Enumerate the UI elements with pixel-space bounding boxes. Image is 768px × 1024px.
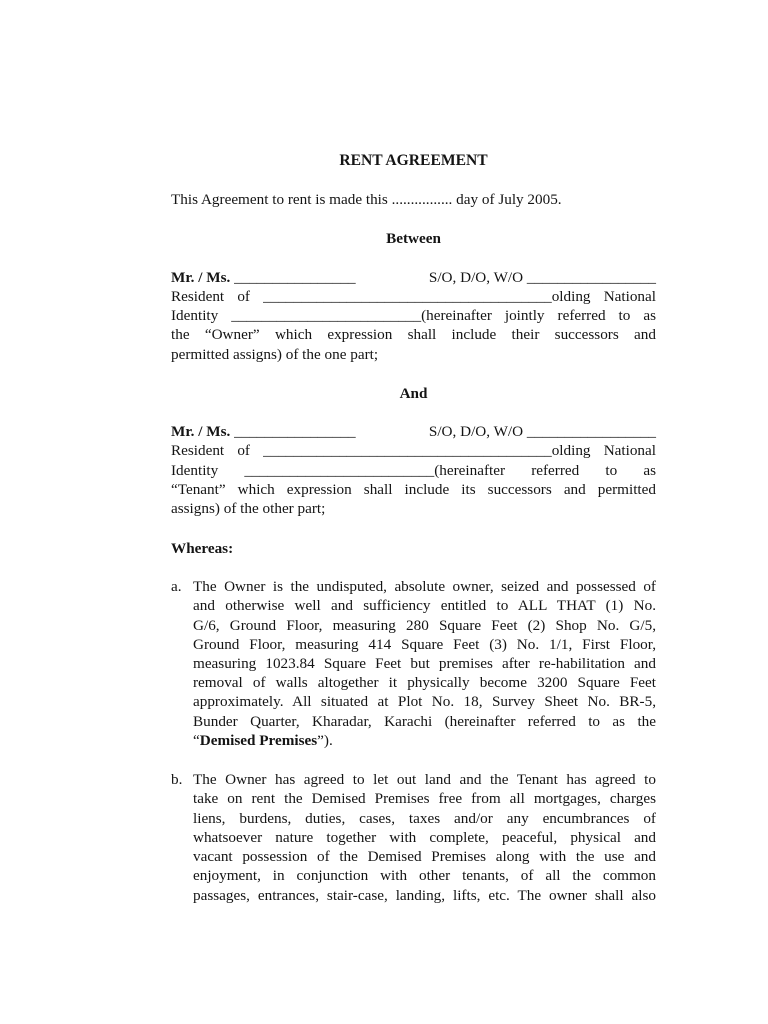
owner-text-line: the “Owner” which expression shall include their successors and	[171, 326, 656, 343]
clause-a-last-line: “Demised Premises”).	[193, 732, 333, 749]
between-heading: Between	[386, 230, 441, 247]
clause-b-line: The Owner has agreed to let out land and the Tenant has agreed to	[193, 771, 656, 788]
clause-b-marker: b.	[171, 771, 183, 788]
document-title: RENT AGREEMENT	[339, 152, 488, 169]
clause-b-line: whatsoever nature together with complete, peaceful, physical and	[193, 829, 656, 846]
owner-name-blank: ________________	[234, 269, 356, 286]
tenant-relation-label: S/O, D/O, W/O	[428, 423, 524, 440]
tenant-name-line	[171, 422, 656, 441]
owner-relation-blank: _________________	[526, 269, 656, 286]
clause-a-line: measuring 1023.84 Square Feet but premises after re-habilitation and	[193, 655, 656, 672]
owner-identity-line: Identity _________________________(hereinafter jointly referred to as	[171, 307, 656, 324]
tenant-name-label: Mr. / Ms.	[171, 423, 231, 440]
clause-a-line: G/6, Ground Floor, measuring 280 Square Feet (2) Shop No. G/5,	[193, 617, 656, 634]
clause-b-line: enjoyment, in conjunction with other tenants, of all the common	[193, 867, 656, 884]
owner-name-line	[171, 268, 656, 287]
tenant-identity-line: Identity _________________________(hereinafter referred to as	[171, 462, 656, 479]
clause-a-line: and otherwise well and sufficiency entitled to ALL THAT (1) No.	[193, 597, 656, 614]
clause-a-line: The Owner is the undisputed, absolute owner, seized and possessed of	[193, 578, 656, 595]
clause-a-line: Bunder Quarter, Kharadar, Karachi (hereinafter referred to as the	[193, 713, 656, 730]
demised-premises-term: Demised Premises	[199, 732, 318, 749]
tenant-text-line: “Tenant” which expression shall include its successors and permitted	[171, 481, 656, 498]
owner-text-line: permitted assigns) of the one part;	[171, 346, 379, 363]
clause-b-line: liens, burdens, duties, cases, taxes and/or any encumbrances of	[193, 810, 656, 827]
tenant-relation-blank: _________________	[526, 423, 656, 440]
clause-b-line: vacant possession of the Demised Premises along with the use and	[193, 848, 656, 865]
intro-line: This Agreement to rent is made this ................ day of July 2005.	[171, 191, 562, 208]
clause-a-line: Ground Floor, measuring 414 Square Feet (3) No. 1/1, First Floor,	[193, 636, 656, 653]
clause-b-line: take on rent the Demised Premises free from all mortgages, charges	[193, 790, 656, 807]
tenant-name-blank: ________________	[234, 423, 356, 440]
owner-relation-label: S/O, D/O, W/O	[428, 269, 524, 286]
and-heading: And	[399, 385, 428, 402]
owner-name-label: Mr. / Ms.	[171, 269, 231, 286]
clause-a-line: removal of walls altogether it physically become 3200 Square Feet	[193, 674, 656, 691]
tenant-resident-line: Resident of ______________________________________olding National	[171, 442, 656, 459]
clause-b-line: passages, entrances, stair-case, landing, lifts, etc. The owner shall also	[193, 887, 656, 904]
whereas-heading: Whereas:	[171, 540, 234, 557]
clause-a-marker: a.	[171, 578, 182, 595]
owner-resident-line: Resident of ______________________________________olding National	[171, 288, 656, 305]
tenant-text-line: assigns) of the other part;	[171, 500, 326, 517]
clause-a-line: approximately. All situated at Plot No. 18, Survey Sheet No. BR-5,	[193, 693, 656, 710]
